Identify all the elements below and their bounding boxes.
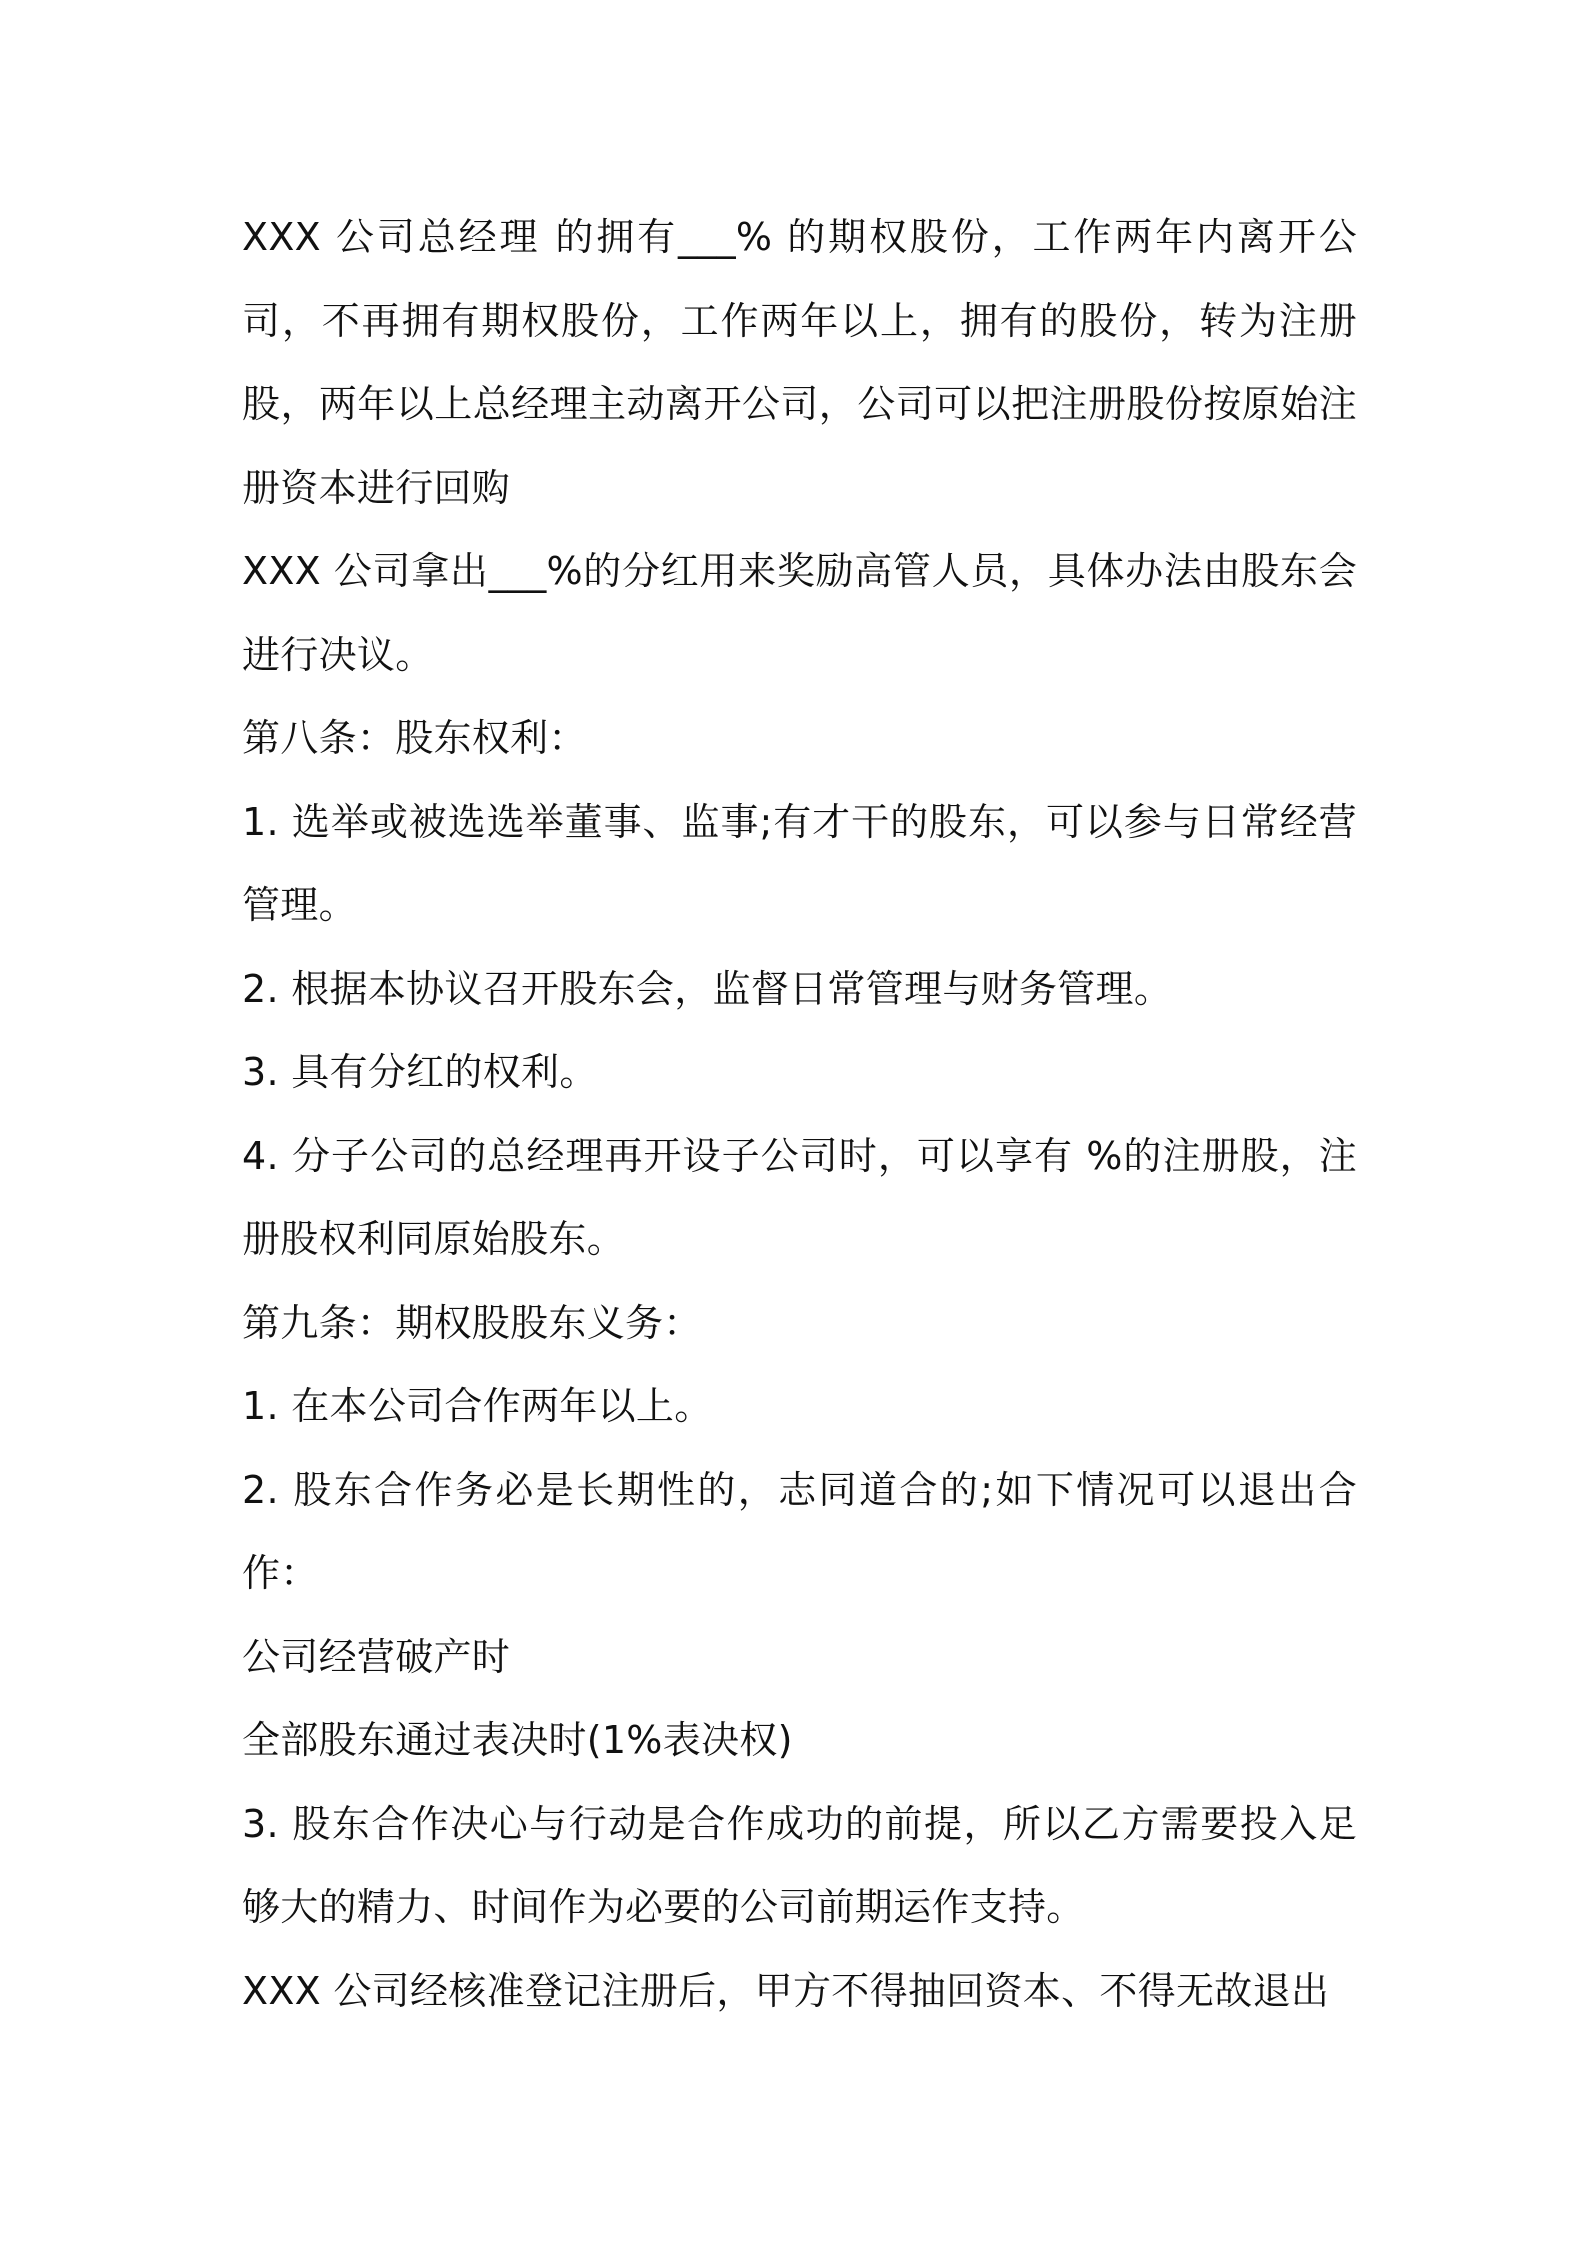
exit-condition-vote: 全部股东通过表决时(1%表决权) [242, 1718, 793, 1762]
document-body [242, 196, 1357, 2033]
heading-article-8: 第八条：股东权利： [242, 716, 587, 760]
list-item-right-2: 2. 根据本协议召开股东会，监督日常管理与财务管理。 [242, 966, 1173, 1011]
heading-article-9: 第九条：期权股股东义务： [242, 1300, 702, 1345]
list-item-right-4: 4. 分子公司的总经理再开设子公司时，可以享有 %的注册股，注册股权利同原始股东。 [242, 1133, 1357, 1261]
paragraph-executive-bonus: XXX 公司拿出___%的分红用来奖励高管人员，具体办法由股东会进行决议。 [242, 549, 1357, 677]
exit-condition-bankruptcy: 公司经营破产时 [242, 1634, 511, 1679]
list-item-duty-3: 3. 股东合作决心与行动是合作成功的前提，所以乙方需要投入足够大的精力、时间作为必要的公司前期运作支持。 [242, 1801, 1357, 1929]
paragraph-capital-withdrawal: XXX 公司经核准登记注册后，甲方不得抽回资本、不得无故退出 [242, 1968, 1330, 2013]
paragraph-general-manager-options: XXX 公司总经理 的拥有___% 的期权股份，工作两年内离开公司，不再拥有期权股份，工作两年以上，拥有的股份，转为注册股，两年以上总经理主动离开公司，公司可以把注册股份按原始注册资本进行回购 [242, 215, 1357, 510]
list-item-right-3: 3. 具有分红的权利。 [242, 1050, 598, 1094]
list-item-right-1: 1. 选举或被选选举董事、监事;有才干的股东，可以参与日常经营管理。 [242, 799, 1357, 927]
list-item-duty-1: 1. 在本公司合作两年以上。 [242, 1384, 713, 1428]
list-item-duty-2: 2. 股东合作务必是长期性的，志同道合的;如下情况可以退出合作： [242, 1467, 1357, 1595]
